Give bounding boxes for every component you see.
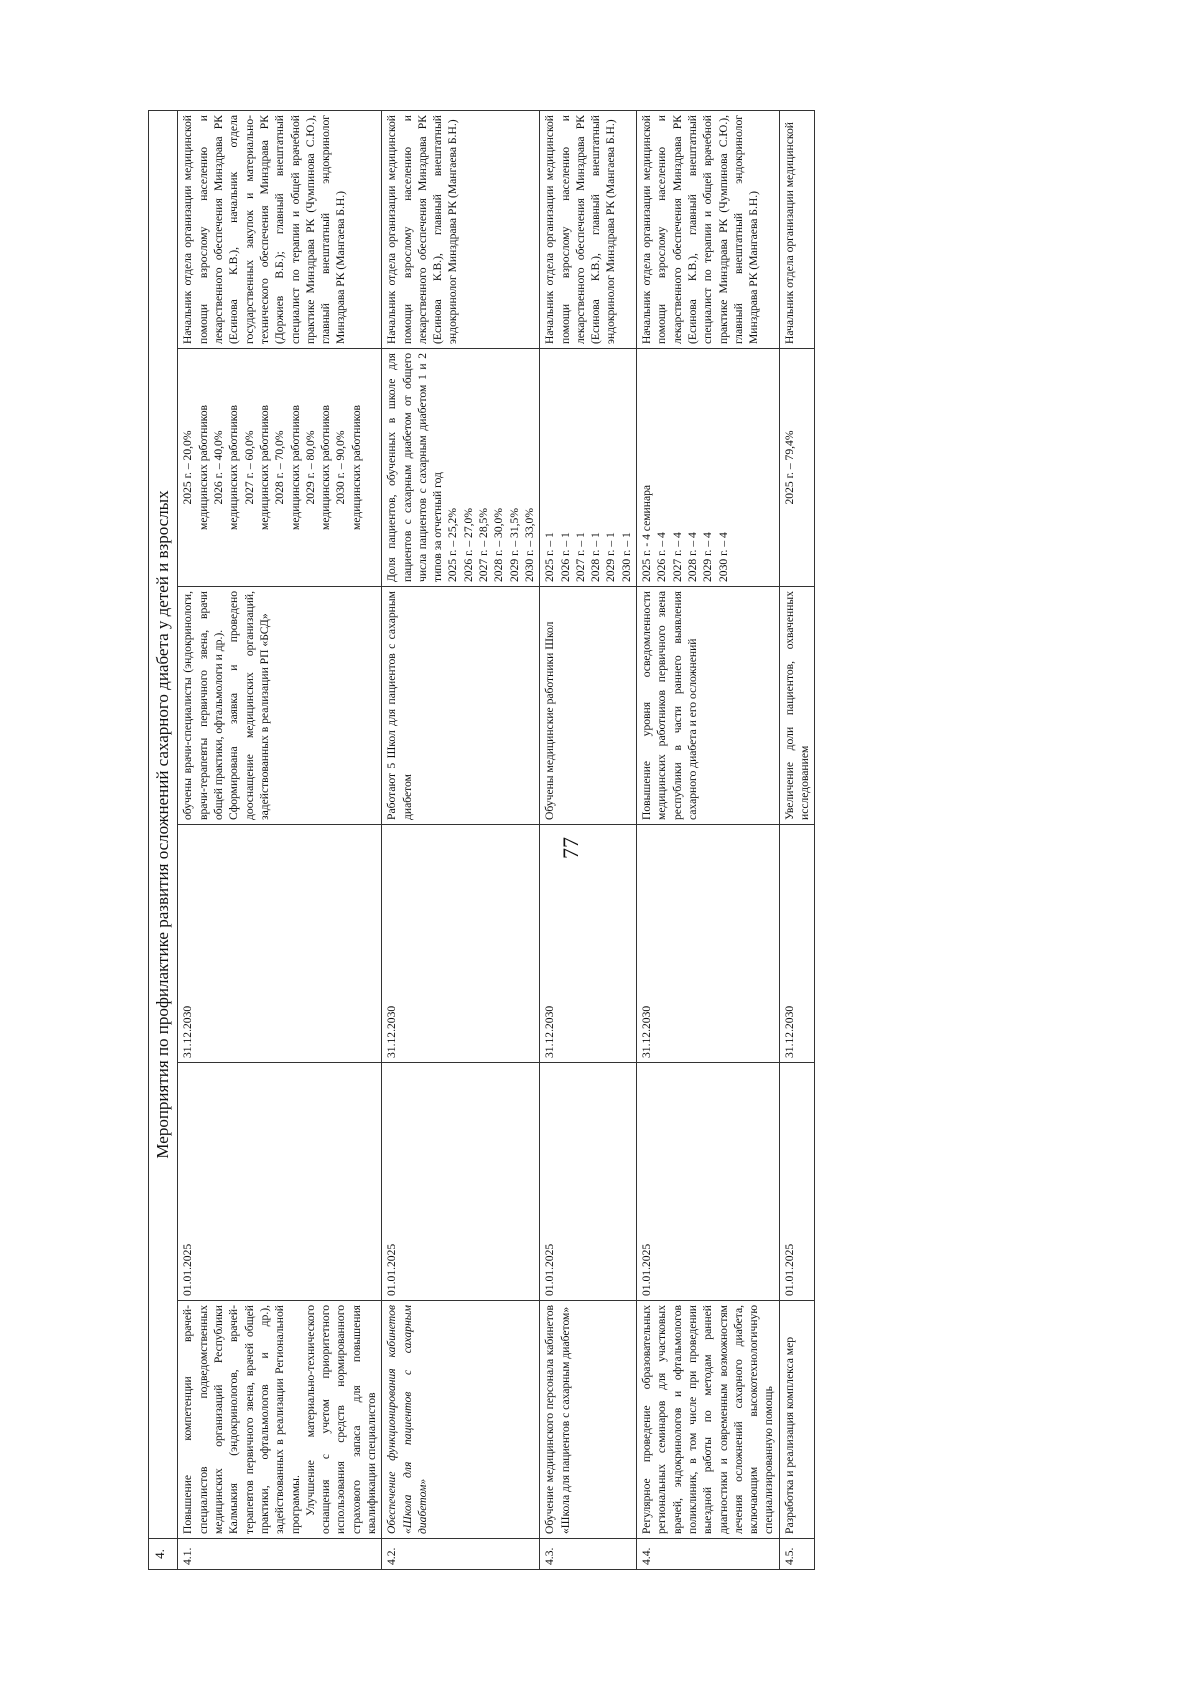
result-text: обучены врачи-специалисты (эндокринологи, врачи-терапевты первичного звена, врачи общей практики, офтальмологи и др.). <box>181 591 226 820</box>
end-date: 31.12.2030 <box>637 825 780 1063</box>
result-cell <box>178 587 382 825</box>
section-number: 4. <box>149 1539 178 1570</box>
indicator-line: 2030 г. – 4 <box>716 532 730 582</box>
indicator-line: 2028 г. – 70,0% <box>273 430 287 505</box>
indicator-line: 2028 г. – 4 <box>685 532 699 582</box>
indicator-line: 2026 г. – 40,0% <box>212 430 226 505</box>
indicator-line: 2028 г. – 30,0% <box>492 508 506 582</box>
indicator-line: 2027 г. – 4 <box>670 532 684 582</box>
indicator-line: медицинских работников <box>227 405 241 531</box>
start-date: 01.01.2025 <box>382 1063 540 1301</box>
table-row <box>382 111 540 1570</box>
responsible-cell: Начальник отдела организации медицинской помощи взрослому населению и лекарственного обеспечения Минздрава РК (Есинова К.В.), начальник отдела государственных закупок и материально-технического обеспечения Минздрава РК (Доржиев В.Б.); главный внештатный специалист по терапии и общей врачебной практике Минздрава РК (Чумпинова С.Ю.), главный внештатный эндокринолог Минздрава РК (Мангаева Б.Н.) <box>178 111 382 349</box>
table-row <box>540 111 637 1570</box>
responsible-cell: Начальник отдела организации медицинской помощи взрослому населению и лекарственного обеспечения Минздрава РК (Есинова К.В.), главный внештатный эндокринолог Минздрава РК (Мангаева Б.Н.) <box>540 111 637 349</box>
table-row <box>178 111 382 1570</box>
indicator-line: 2030 г. – 90,0% <box>334 430 348 505</box>
indicator-line: 2025 г. - 4 семинара <box>640 484 654 582</box>
start-date: 01.01.2025 <box>178 1063 382 1301</box>
section-title: Мероприятия по профилактике развития осложнений сахарного диабета у детей и взрослых <box>149 111 178 1539</box>
end-date: 31.12.2030 <box>178 825 382 1063</box>
row-number: 4.3. <box>540 1539 637 1570</box>
indicator-cell <box>382 349 540 587</box>
indicator-line: 2030 г. – 33,0% <box>522 508 536 582</box>
result-text: Обучены медицинские работники Школ <box>540 587 637 825</box>
rotated-page <box>148 110 1058 1570</box>
indicator-line: 2027 г. – 1 <box>573 532 587 582</box>
responsible-cell: Начальник отдела организации медицинской помощи взрослому населению и лекарственного обеспечения Минздрава РК (Есинова К.В.), главный внештатный специалист по терапии и общей врачебной практике Минздрава РК (Чумпинова С.Ю.), главный внештатный эндокринолог Минздрава РК (Мангаева Б.Н.) <box>637 111 780 349</box>
row-number: 4.4. <box>637 1539 780 1570</box>
table-row <box>637 111 780 1570</box>
indicator-line: 2026 г. – 27,0% <box>461 508 475 582</box>
indicator-line: 2026 г. – 1 <box>558 532 572 582</box>
action-text-2: Улучшение материально-технического оснащения с учетом приоритетного использования средств нормированного страхового запаса для повышения квалификации специалистов <box>303 1305 378 1534</box>
indicator-line: 2026 г. – 4 <box>655 532 669 582</box>
indicator-line: медицинских работников <box>257 405 271 531</box>
table-row <box>779 111 815 1570</box>
page-number: 77 <box>558 837 583 859</box>
result-text: Повышение уровня осведомленности медицинских работников первичного звена республики в части раннего выявления сахарного диабета и его осложнений <box>637 587 780 825</box>
end-date: 31.12.2030 <box>779 825 815 1063</box>
indicator-line: медицинских работников <box>349 405 363 531</box>
action-cell <box>178 1301 382 1539</box>
row-number: 4.5. <box>779 1539 815 1570</box>
start-date: 01.01.2025 <box>540 1063 637 1301</box>
indicator-line: 2030 г. – 1 <box>619 532 633 582</box>
row-number: 4.2. <box>382 1539 540 1570</box>
indicator-line: 2025 г. – 79,4% <box>782 430 796 505</box>
end-date: 31.12.2030 <box>540 825 637 1063</box>
indicator-line: медицинских работников <box>319 405 333 531</box>
row-number: 4.1. <box>178 1539 382 1570</box>
result-text: Увеличение доли пациентов, охваченных исследованием <box>779 587 815 825</box>
section-header-row <box>149 111 178 1570</box>
indicator-line: 2029 г. – 1 <box>604 532 618 582</box>
indicator-line: 2029 г. – 80,0% <box>303 430 317 505</box>
end-date: 31.12.2030 <box>382 825 540 1063</box>
action-text: Обеспечение функционирования кабинетов «Школа для пациентов с сахарным диабетом» <box>382 1301 540 1539</box>
responsible-cell: Начальник отдела организации медицинской <box>779 111 815 349</box>
responsible-cell: Начальник отдела организации медицинской помощи взрослому населению и лекарственного обеспечения Минздрава РК (Есинова К.В.), главный внештатный эндокринолог Минздрава РК (Мангаева Б.Н.) <box>382 111 540 349</box>
indicator-cell <box>540 349 637 587</box>
indicator-line: медицинских работников <box>288 405 302 531</box>
indicator-text: Доля пациентов, обученных в школе для пациентов с сахарным диабетом от общего числа пациентов с сахарным диабетом 1 и 2 типов за отчетный год <box>385 353 445 582</box>
indicator-line: 2029 г. – 31,5% <box>507 508 521 582</box>
start-date: 01.01.2025 <box>637 1063 780 1301</box>
indicator-cell <box>637 349 780 587</box>
indicator-line: 2027 г. – 28,5% <box>477 508 491 582</box>
indicator-line: 2025 г. – 1 <box>543 532 557 582</box>
action-text: Повышение компетенции врачей-специалистов подведомственных медицинских организаций Республики Калмыкия (эндокринологов, врачей-терапевтов первичного звена, врачей общей практики, офтальмологов и др.), задействованных в реализации Региональной программы. <box>181 1305 302 1534</box>
indicator-line: 2025 г. – 20,0% <box>181 430 195 505</box>
action-text: Регулярное проведение образовательных региональных семинаров для участковых врачей, эндокринологов и офтальмологов поликлиник, в том числе при проведении выездной работы по методам ранней диагностики и современным возможностям лечения осложнений сахарного диабета, включающим высокотехнологичную специализированную помощь <box>637 1301 780 1539</box>
indicator-cell <box>178 349 382 587</box>
indicator-line: 2027 г. – 60,0% <box>242 430 256 505</box>
indicator-line: медицинских работников <box>196 405 210 531</box>
indicator-line: 2028 г. – 1 <box>589 532 603 582</box>
action-text: Разработка и реализация комплекса мер <box>779 1301 815 1539</box>
start-date: 01.01.2025 <box>779 1063 815 1301</box>
indicator-cell <box>779 349 815 587</box>
indicator-line: 2029 г. – 4 <box>701 532 715 582</box>
measures-table <box>148 110 815 1570</box>
indicator-line: 2025 г. – 25,2% <box>446 508 460 582</box>
result-text-2: Сформирована заявка и проведено дооснащение медицинских организаций, задействованных в реализации РП «БСД» <box>227 591 271 820</box>
result-text: Работают 5 Школ для пациентов с сахарным диабетом <box>382 587 540 825</box>
action-text: Обучение медицинского персонала кабинетов «Школа для пациентов с сахарным диабетом» <box>540 1301 637 1539</box>
